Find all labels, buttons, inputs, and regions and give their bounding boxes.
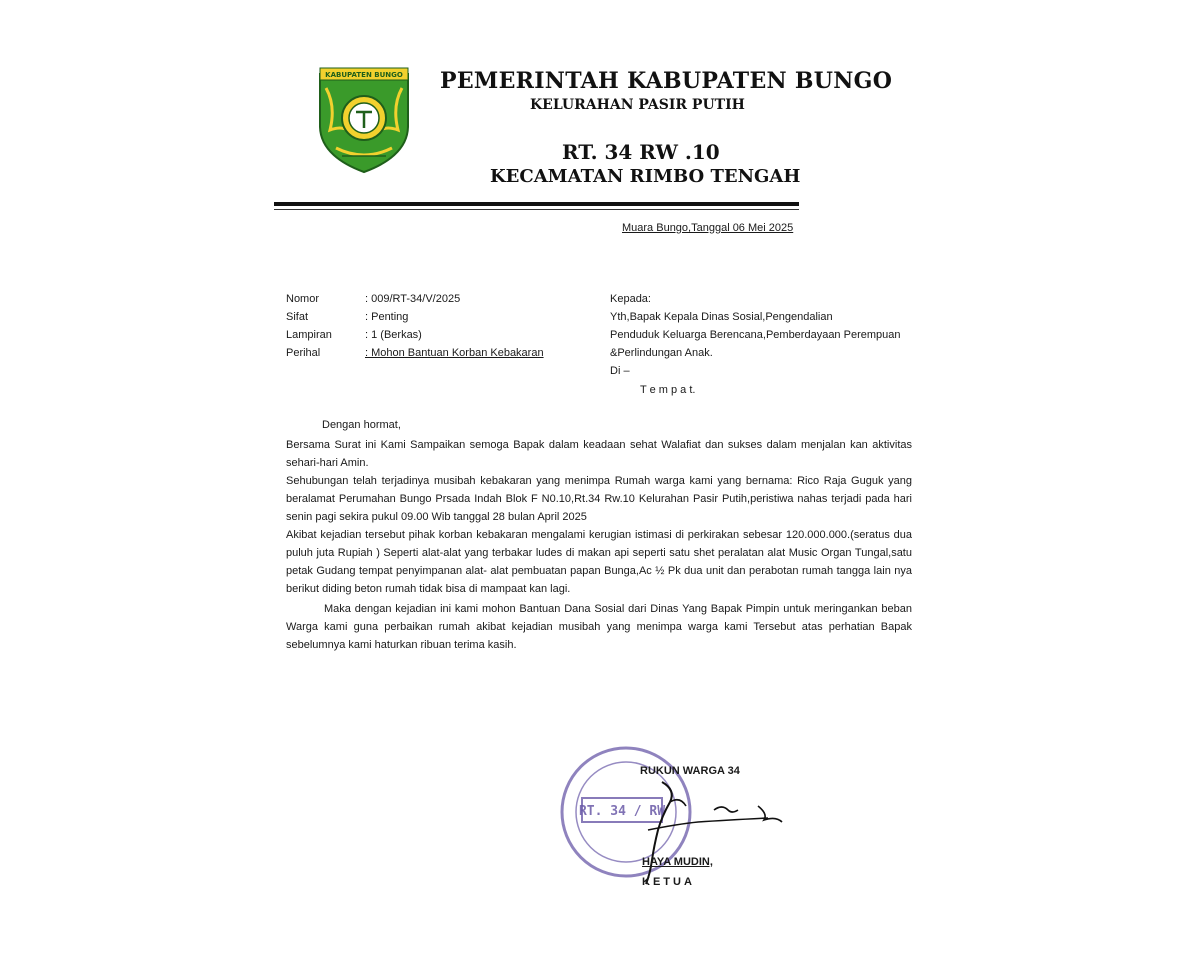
meta-value-nomor: : 009/RT-34/V/2025 (365, 293, 461, 305)
addressee-line: &Perlindungan Anak. (610, 347, 713, 359)
meta-label-nomor: Nomor (286, 293, 320, 305)
addressee-tempat: T e m p a t. (640, 384, 696, 396)
signature-org: RUKUN WARGA 34 (640, 765, 740, 777)
meta-label-sifat: Sifat (286, 311, 309, 323)
addressee-line: Yth,Bapak Kepala Dinas Sosial,Pengendalian (610, 311, 833, 323)
body-paragraph-2: Sehubungan telah terjadinya musibah kebakaran yang menimpa Rumah warga kami yang bernama: Rico Raja Guguk yang beralamat Perumahan Bungo Prsada Indah Blok F N0.10,Rt.34 Rw.10 Kelurahan Pasir Putih,peristiwa nahas terjadi pada hari senin pagi sekira pukul 09.00 Wib tanggal 28 bulan April 2025 (286, 475, 912, 523)
addressee-line: Kepada: (610, 293, 651, 305)
meta-value-perihal: : Mohon Bantuan Korban Kebakaran (365, 347, 544, 359)
signatory-title: KETUA (642, 876, 695, 888)
letterhead-title-rt-rw: RT. 34 RW .10 (562, 140, 720, 164)
meta-label-perihal: Perihal (286, 347, 321, 359)
meta-value-lampiran: : 1 (Berkas) (365, 329, 422, 341)
addressee-line: Penduduk Keluarga Berencana,Pemberdayaan Perempuan (610, 329, 901, 341)
body-paragraph-4: Maka dengan kejadian ini kami mohon Bantuan Dana Sosial dari Dinas Yang Bapak Pimpin untuk meringankan beban Warga kami guna perbaikan rumah akibat kejadian musibah yang menimpa warga kami Tersebut atas perhatian Bapak sebelumnya kami haturkan ribuan terima kasih. (286, 603, 912, 651)
letter-date: Muara Bungo,Tanggal 06 Mei 2025 (622, 222, 794, 234)
meta-label-lampiran: Lampiran (286, 329, 332, 341)
letterhead-title-kecamatan: KECAMATAN RIMBO TENGAH (490, 166, 801, 187)
letterhead-divider (274, 202, 799, 206)
body-paragraph-3: Akibat kejadian tersebut pihak korban kebakaran mengalami kerugian istimasi di perkirakan sebesar 120.000.000.(seratus dua puluh juta Rupiah ) Seperti alat-alat yang terbakar ludes di makan api seperti satu shet peralatan alat Music Organ Tungal,satu petak Gudang tempat penyimpanan alat- alat pembuatan papan Bunga,Ac ½ Pk dua unit dan perabotan rumah tangga lain nya berikut diding beton rumah tidak bisa di mampaat kan lagi. (286, 529, 912, 595)
meta-value-sifat: : Penting (365, 311, 409, 323)
letterhead-title-kelurahan: KELURAHAN PASIR PUTIH (530, 97, 745, 113)
letterhead-title-pemerintah: PEMERINTAH KABUPATEN BUNGO (440, 68, 893, 94)
stamp-text: RT. 34 / RW (578, 804, 666, 819)
signatory-name: HAYA MUDIN, (642, 856, 713, 868)
letterhead-divider-thin (274, 209, 799, 210)
body-paragraph-1: Bersama Surat ini Kami Sampaikan semoga Bapak dalam keadaan sehat Walafiat dan sukses dalam menjalan kan aktivitas sehari-hari Amin. (286, 439, 912, 469)
addressee-line: Di – (610, 365, 630, 377)
kabupaten-bungo-logo (316, 66, 412, 174)
handwritten-signature (618, 776, 788, 886)
greeting: Dengan hormat, (322, 419, 401, 431)
logo-banner-text: KABUPATEN BUNGO (325, 71, 403, 79)
